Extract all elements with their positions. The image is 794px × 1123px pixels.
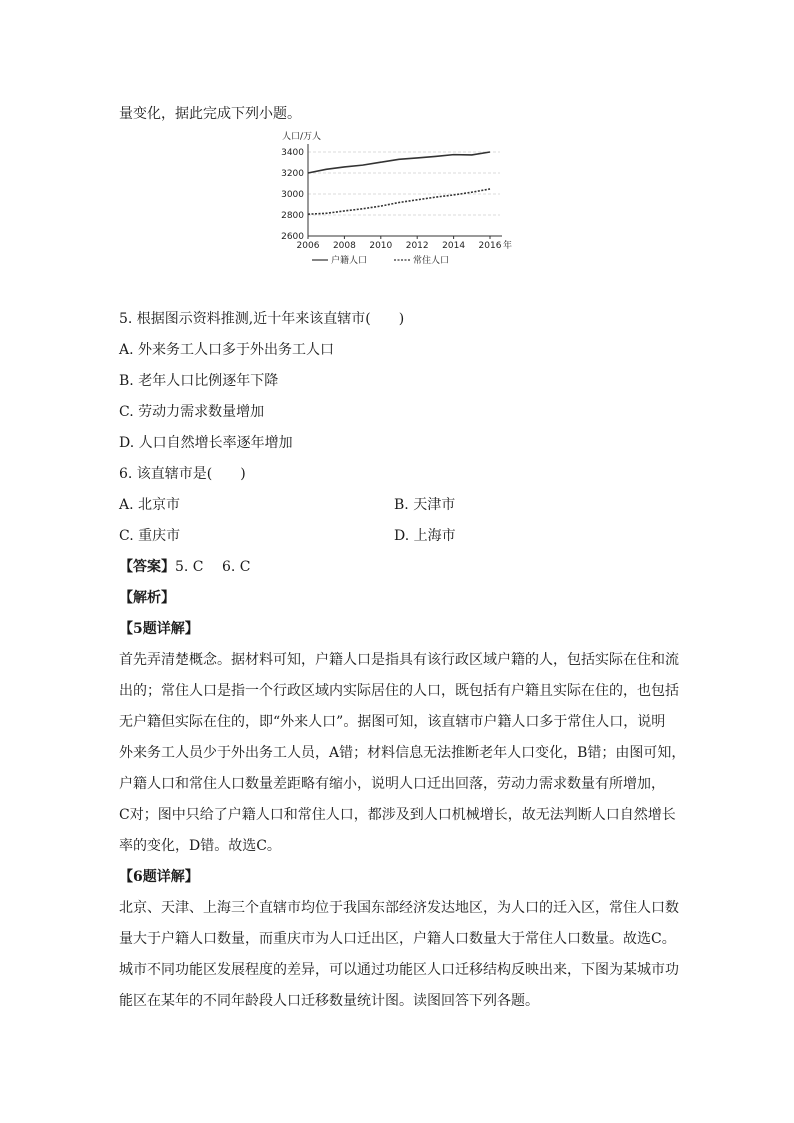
- q5-option-c: C. 劳动力需求数量增加: [119, 404, 265, 420]
- x-axis-unit: 年: [503, 241, 513, 251]
- q6-detail-line: 城市不同功能区发展程度的差异，可以通过功能区人口迁移结构反映出来，下图为某城市功: [119, 962, 679, 978]
- y-tick-label: 3000: [281, 190, 304, 200]
- x-tick-label: 2012: [405, 241, 429, 251]
- chart-svg: [270, 128, 520, 270]
- y-tick-label: 2600: [281, 232, 304, 242]
- q6-option-c: C. 重庆市: [119, 528, 181, 544]
- q5-option-a: A. 外来务工人口多于外出务工人口: [119, 342, 335, 358]
- y-axis-label: 人口/万人: [282, 132, 322, 142]
- x-tick-label: 2016: [478, 241, 502, 251]
- q5-detail-line: 户籍人口和常住人口数量差距略有缩小，说明人口迁出回落，劳动力需求数量有所增加，: [119, 776, 665, 792]
- answer-label: 【答案】: [119, 559, 175, 575]
- x-tick-label: 2014: [442, 241, 466, 251]
- q6-option-b: B. 天津市: [394, 497, 456, 513]
- q5-option-d: D. 人口自然增长率逐年增加: [119, 435, 293, 451]
- q5-option-b: B. 老年人口比例逐年下降: [119, 373, 279, 389]
- q5-detail-line: 无户籍但实际在住的，即“外来人口”。据图可知，该直辖市户籍人口多于常住人口，说明: [119, 714, 666, 730]
- intro-text: 量变化，据此完成下列小题。: [119, 106, 301, 122]
- q5-detail-line: 外来务工人员少于外出务工人员，A错；材料信息无法推断老年人口变化，B错；由图可知，: [119, 745, 686, 761]
- q5-detail-line: 首先弄清楚概念。据材料可知，户籍人口是指具有该行政区域户籍的人，包括实际在住和流: [119, 652, 679, 668]
- x-tick-label: 2010: [369, 241, 393, 251]
- q6-stem: 6. 该直辖市是( ): [119, 466, 246, 482]
- q6-detail-line: 北京、天津、上海三个直辖市均位于我国东部经济发达地区，为人口的迁入区，常住人口数: [119, 900, 679, 916]
- series-line-changzhu: [308, 189, 490, 214]
- x-tick-label: 2008: [332, 241, 356, 251]
- q5-stem: 5. 根据图示资料推测,近十年来该直辖市( ): [119, 311, 405, 327]
- q5-detail-line: 率的变化，D错。故选C。: [119, 838, 281, 854]
- legend-label: 户籍人口: [331, 256, 368, 266]
- y-tick-label: 3400: [281, 148, 304, 158]
- q6-option-a: A. 北京市: [119, 497, 181, 513]
- x-tick-label: 2006: [296, 241, 320, 251]
- q6-detail-line: 能区在某年的不同年龄段人口迁移数量统计图。读图回答下列各题。: [119, 993, 539, 1009]
- y-tick-label: 2800: [281, 211, 304, 221]
- q6-detail-line: 量大于户籍人口数量，而重庆市为人口迁出区，户籍人口数量大于常住人口数量。故选C。: [119, 931, 676, 947]
- q5-detail-line: 出的；常住人口是指一个行政区域内实际居住的人口，既包括有户籍且实际在住的，也包括: [119, 683, 679, 699]
- series-line-huji: [308, 152, 490, 173]
- answer-line: [119, 558, 679, 576]
- q6-detail-label: 【6题详解】: [119, 869, 199, 885]
- q5-detail-label: 【5题详解】: [119, 621, 199, 637]
- q6-option-d: D. 上海市: [394, 528, 456, 544]
- legend-label: 常住人口: [413, 256, 450, 266]
- answer-text: 5. C 6. C: [175, 559, 251, 575]
- analysis-label: 【解析】: [119, 590, 175, 606]
- q5-detail-line: C对；图中只给了户籍人口和常住人口，都涉及到人口机械增长，故无法判断人口自然增长: [119, 807, 676, 823]
- y-tick-label: 3200: [281, 169, 304, 179]
- population-line-chart: [270, 128, 520, 270]
